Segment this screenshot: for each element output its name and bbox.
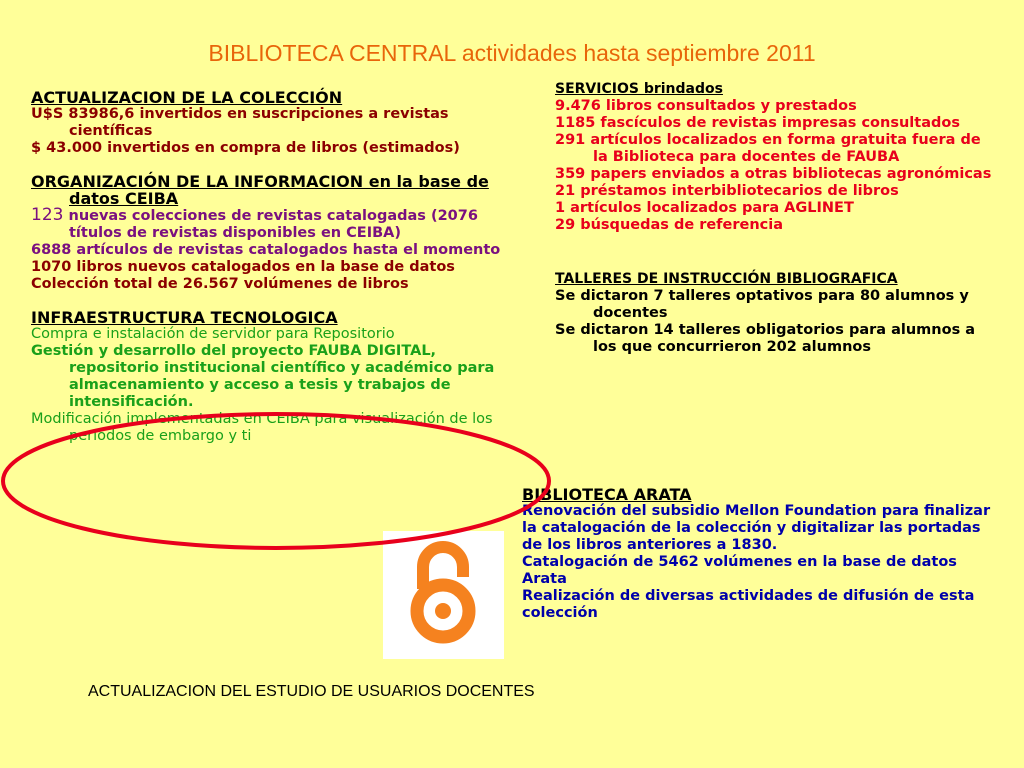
section-heading-collection: ACTUALIZACION DE LA COLECCIÓN [31, 88, 343, 107]
arata-item: Catalogación de 5462 volúmenes en la base de datos Arata [522, 554, 957, 587]
users-study-text: ACTUALIZACION DEL ESTUDIO DE USUARIOS DOCENTES [88, 683, 535, 700]
page-title: BIBLIOTECA CENTRAL actividades hasta septiembre 2011 [208, 40, 816, 66]
organization-item [31, 207, 501, 242]
right-column [555, 81, 995, 356]
services-item: 291 artículos localizados en forma gratuita fuera de la Biblioteca para docentes de FAUBA [555, 132, 981, 165]
section-heading-arata: BIBLIOTECA ARATA [522, 485, 692, 504]
services-item: 29 búsquedas de referencia [555, 217, 783, 233]
services-item: 9.476 libros consultados y prestados [555, 98, 857, 114]
collection-item: $ 43.000 invertidos en compra de libros (estimados) [31, 140, 460, 156]
services-item: 359 papers enviados a otras bibliotecas agronómicas [555, 166, 992, 182]
services-item: 1185 fascículos de revistas impresas consultados [555, 115, 960, 131]
workshops-item: Se dictaron 7 talleres optativos para 80 alumnos y docentes [555, 288, 969, 321]
section-heading-infrastructure: INFRAESTRUCTURA TECNOLOGICA [31, 308, 338, 327]
arata-item: Realización de diversas actividades de difusión de esta colección [522, 588, 975, 621]
workshops-item: Se dictaron 14 talleres obligatorios para alumnos a los que concurrieron 202 alumnos [555, 322, 976, 355]
organization-item: 1070 libros nuevos catalogados en la base de datos [31, 259, 455, 275]
infrastructure-item: Compra e instalación de servidor para Repositorio [31, 326, 395, 342]
left-column [31, 89, 501, 445]
arata-section [522, 486, 1002, 622]
services-item: 1 artículos localizados para AGLINET [555, 200, 854, 216]
organization-item: 6888 artículos de revistas catalogados hasta el momento [31, 242, 501, 258]
section-heading-workshops: TALLERES DE INSTRUCCIÓN BIBLIOGRAFICA [555, 271, 898, 287]
organization-item: Colección total de 26.567 volúmenes de libros [31, 276, 409, 292]
section-heading-services: SERVICIOS brindados [555, 81, 723, 97]
organization-item-text: nuevas colecciones de revistas catalogadas (2076 títulos de revistas disponibles en CEIBA) [63, 208, 478, 241]
infrastructure-item: Gestión y desarrollo del proyecto FAUBA DIGITAL, repositorio institucional científico y académico para almacenamiento y acceso a tesis y trabajos de intensificación. [31, 343, 495, 410]
services-item: 21 préstamos interbibliotecarios de libros [555, 183, 899, 199]
open-access-icon [383, 531, 504, 659]
open-access-logo [383, 531, 504, 659]
collection-item: U$S 83986,6 invertidos en suscripciones a revistas científicas [31, 106, 449, 139]
organization-count: 123 [31, 205, 64, 225]
infrastructure-item: Modificación implementadas en CEIBA para visualización de los períodos de embargo y ti [31, 411, 493, 444]
arata-item: Renovación del subsidio Mellon Foundation para finalizar la catalogación de la colección y digitalizar las portadas de los libros anteriores a 1830. [522, 503, 991, 553]
section-heading-organization: ORGANIZACIÓN DE LA INFORMACION en la base de datos CEIBA [31, 172, 489, 208]
